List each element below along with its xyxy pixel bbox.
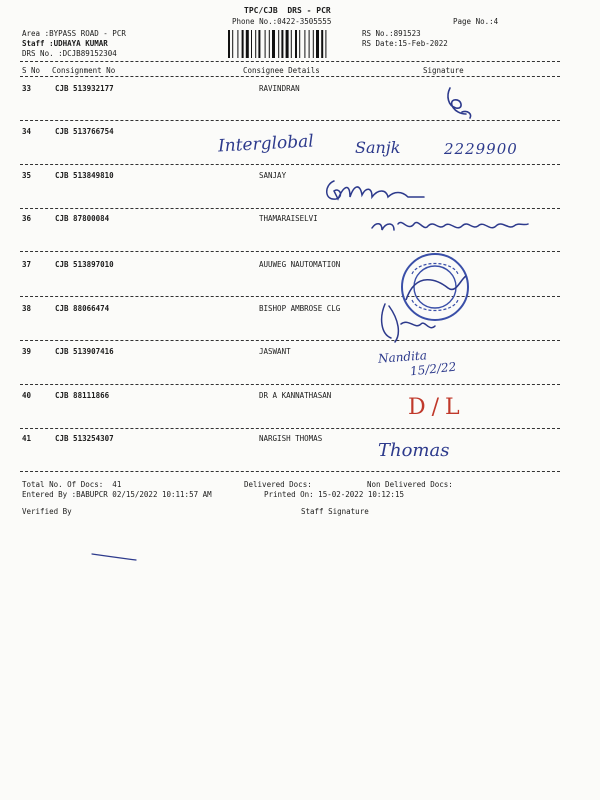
delivery-mark: D/L [408,395,466,420]
row-consignment: CJB 513897010 [55,260,114,269]
verified-by-label: Verified By [22,507,72,516]
row-sno: 35 [22,171,32,180]
col-consignee: Consignee Details [243,66,320,75]
row-divider [20,164,560,165]
row-sno: 33 [22,84,32,93]
row-divider [20,251,560,252]
row-consignment: CJB 513766754 [55,127,114,136]
phone-number: Phone No.:0422-3505555 [232,17,332,26]
rs-date: RS Date:15-Feb-2022 [362,39,448,48]
barcode [228,30,353,60]
row-consignee: RAVINDRAN [259,84,300,93]
row-consignee: AUUWEG NAUTOMATION [259,260,341,269]
row-consignment: CJB 87800084 [55,214,110,223]
delivered-docs: Delivered Docs: [244,480,312,489]
non-delivered-docs: Non Delivered Docs: [367,480,453,489]
header-divider [20,61,560,62]
row-divider [20,340,560,341]
row-sno: 40 [22,391,32,400]
handwritten-signature: Thomas [378,440,450,461]
row-sno: 39 [22,347,32,356]
row-consignee: NARGISH THOMAS [259,434,323,443]
page-number: Page No.:4 [453,17,499,26]
signature-scrawl [368,212,533,238]
row-divider [20,208,560,209]
row-consignment: CJB 513849810 [55,171,114,180]
area-label: Area :BYPASS ROAD - PCR [22,29,126,38]
handwritten-signature: Sanjk [355,138,401,157]
row-consignee: DR A KANNATHASAN [259,391,332,400]
row-sno: 37 [22,260,32,269]
handwritten-date: 15/2/22 [409,359,457,379]
col-sno: S No [22,66,41,75]
signature-scrawl [440,84,480,120]
staff-signature-label: Staff Signature [301,507,369,516]
row-sno: 36 [22,214,32,223]
rs-number: RS No.:891523 [362,29,421,38]
signature-scrawl [320,175,430,209]
row-consignee: SANJAY [259,171,287,180]
row-consignment: CJB 513932177 [55,84,114,93]
row-sno: 34 [22,127,32,136]
entered-by: Entered By :BABUPCR 02/15/2022 10:11:57 AM [22,490,212,499]
row-divider [20,428,560,429]
column-divider [20,76,560,77]
handwritten-name: Nandita [377,348,428,366]
col-signature: Signature [423,66,464,75]
row-sno: 41 [22,434,32,443]
row-consignee: BISHOP AMBROSE CLG [259,304,341,313]
printed-on: Printed On: 15-02-2022 10:12:15 [264,490,404,499]
row-consignee: JASWANT [259,347,291,356]
row-consignment: CJB 513907416 [55,347,114,356]
drs-number: DRS No. :DCJB89152304 [22,49,117,58]
row-consignment: CJB 88111866 [55,391,110,400]
row-divider [20,296,560,297]
row-consignee: THAMARAISELVI [259,214,318,223]
handwritten-note: Interglobal [217,131,315,157]
col-consignment: Consignment No [52,66,116,75]
row-divider [20,120,560,121]
row-sno: 38 [22,304,32,313]
signature-scrawl [375,298,445,348]
handwritten-phone: 2229900 [444,140,518,158]
staff-label: Staff :UDHAYA KUMAR [22,39,108,48]
row-divider [20,471,560,472]
row-consignment: CJB 88066474 [55,304,110,313]
row-consignment: CJB 513254307 [55,434,114,443]
row-divider [20,384,560,385]
report-title: TPC/CJB DRS - PCR [244,6,331,15]
stray-pen-mark [90,550,140,564]
total-docs: Total No. Of Docs: 41 [22,480,122,489]
